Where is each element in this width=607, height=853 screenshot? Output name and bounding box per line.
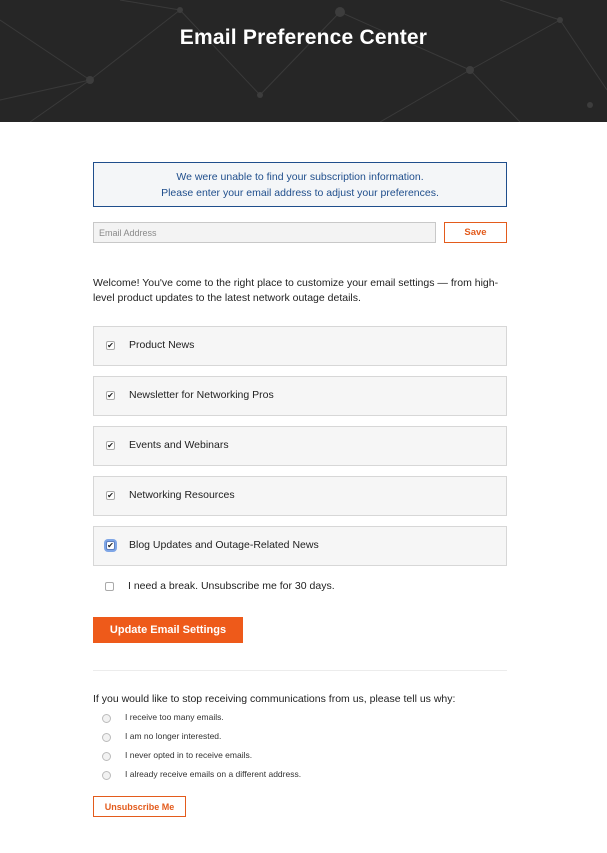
preference-label: Networking Resources — [129, 489, 235, 501]
preference-label: Events and Webinars — [129, 439, 229, 451]
reason-option[interactable] — [93, 729, 507, 748]
break-option[interactable] — [93, 578, 507, 602]
blog-updates-checkbox[interactable]: ✔ — [107, 541, 114, 550]
preference-label: Blog Updates and Outage-Related News — [129, 539, 319, 551]
welcome-text: Welcome! You've come to the right place to customize your email settings — from high-level product updates to the latest network outage details. — [93, 277, 499, 304]
save-button[interactable]: Save — [444, 222, 507, 243]
notice-line-2: Please enter your email address to adjust your preferences. — [161, 187, 439, 199]
unsubscribe-button[interactable]: Unsubscribe Me — [93, 796, 186, 817]
email-row — [93, 222, 507, 243]
reason-option[interactable] — [93, 710, 507, 729]
unsubscribe-reasons — [93, 710, 507, 786]
break-label: I need a break. Unsubscribe me for 30 days. — [128, 580, 335, 592]
product-news-checkbox[interactable]: ✔ — [107, 341, 114, 350]
reason-radio[interactable] — [102, 771, 111, 780]
preference-form — [93, 162, 507, 817]
break-checkbox[interactable] — [105, 582, 114, 591]
reason-label: I already receive emails on a different address. — [125, 769, 302, 779]
update-email-settings-button[interactable]: Update Email Settings — [93, 617, 243, 643]
header-banner — [0, 0, 607, 122]
subscription-notice — [93, 162, 507, 207]
network-background-graphic — [0, 0, 607, 122]
reason-radio[interactable] — [102, 714, 111, 723]
preference-label: Product News — [129, 339, 195, 351]
preference-label: Newsletter for Networking Pros — [129, 389, 274, 401]
preference-item-resources[interactable] — [93, 476, 507, 516]
unsubscribe-prompt: If you would like to stop receiving communications from us, please tell us why: — [93, 693, 456, 705]
reason-option[interactable] — [93, 748, 507, 767]
reason-radio[interactable] — [102, 752, 111, 761]
email-address-input[interactable] — [93, 222, 436, 243]
reason-label: I am no longer interested. — [125, 731, 222, 741]
resources-checkbox[interactable]: ✔ — [107, 491, 114, 500]
reason-radio[interactable] — [102, 733, 111, 742]
preference-item-product-news[interactable] — [93, 326, 507, 366]
reason-label: I receive too many emails. — [125, 712, 224, 722]
reason-option[interactable] — [93, 767, 507, 786]
preference-list — [93, 326, 507, 566]
reason-label: I never opted in to receive emails. — [125, 750, 253, 760]
divider — [93, 670, 507, 671]
page-title: Email Preference Center — [179, 26, 428, 49]
preference-item-blog-updates[interactable] — [93, 526, 507, 566]
newsletter-checkbox[interactable]: ✔ — [107, 391, 114, 400]
notice-line-1: We were unable to find your subscription information. — [176, 171, 424, 183]
preference-item-events[interactable] — [93, 426, 507, 466]
preference-item-newsletter[interactable] — [93, 376, 507, 416]
events-checkbox[interactable]: ✔ — [107, 441, 114, 450]
